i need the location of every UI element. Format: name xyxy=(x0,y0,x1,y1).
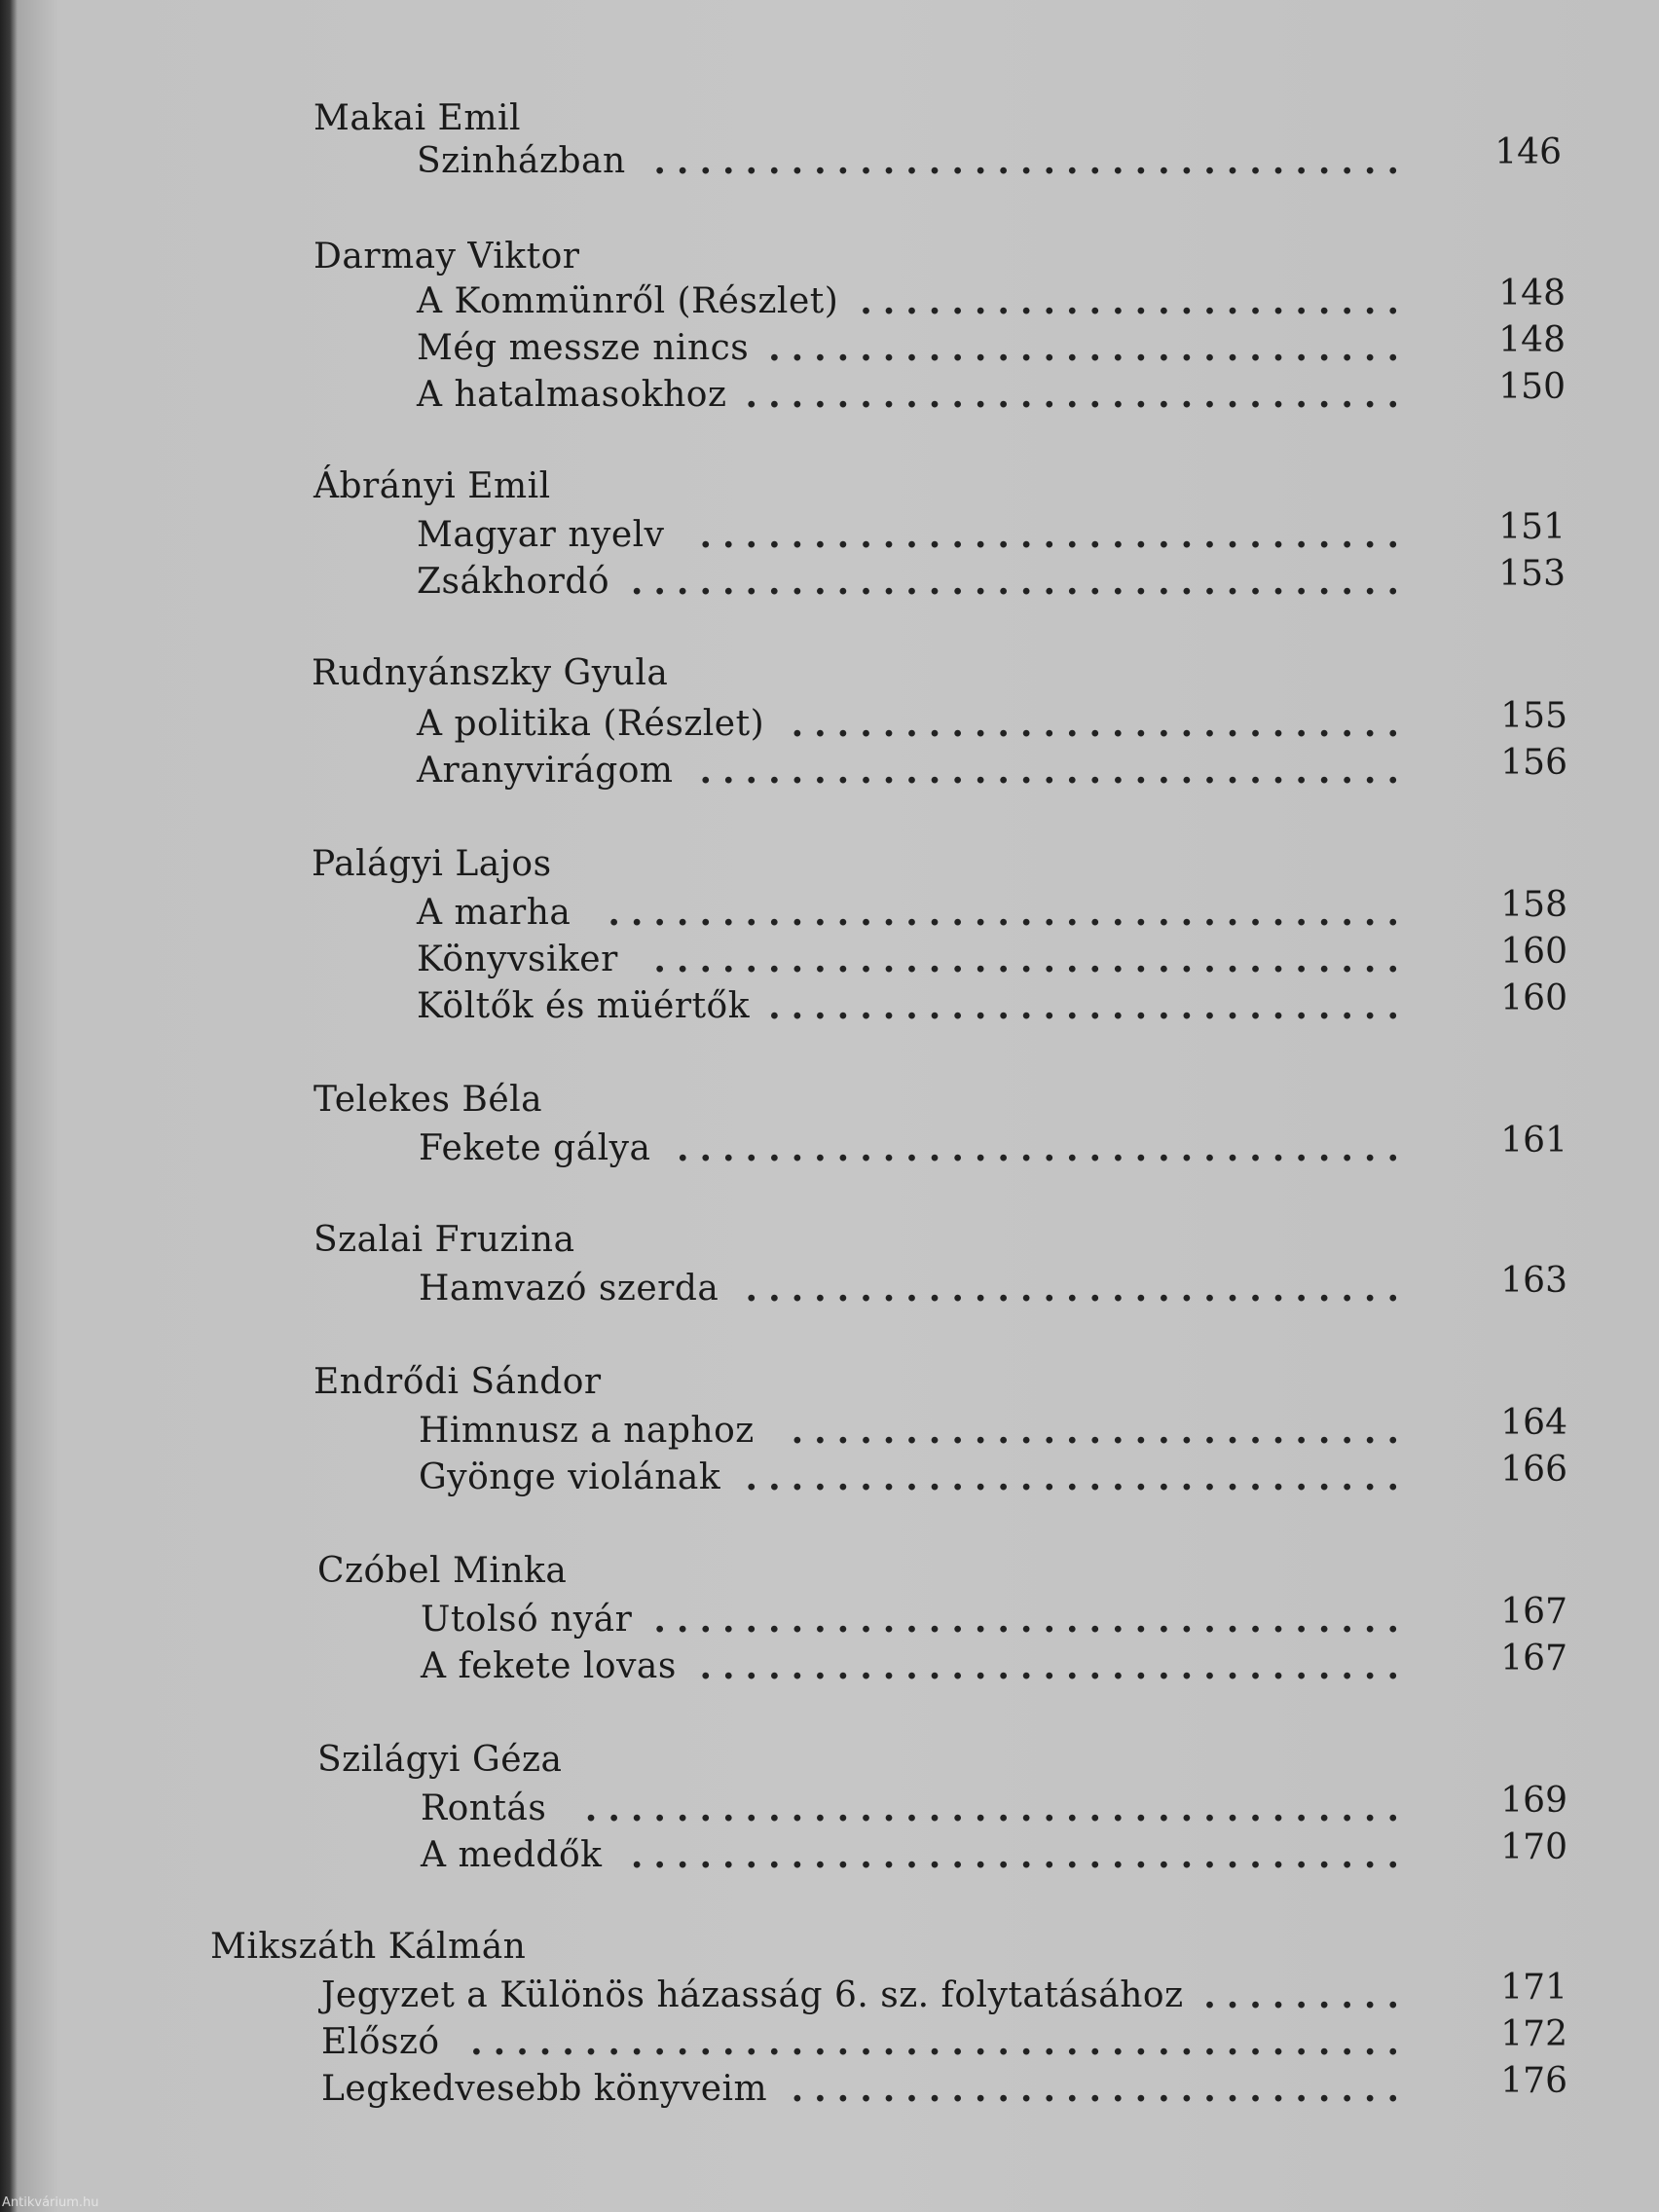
toc-page-number: 155 xyxy=(1500,696,1567,736)
leader-dots: ............................ xyxy=(768,328,1410,369)
toc-entry-title: Utolsó nyár xyxy=(421,1600,633,1640)
toc-page-number: 146 xyxy=(1494,132,1562,172)
toc-author: Ábrányi Emil xyxy=(313,466,551,506)
leader-dots: ........................... xyxy=(791,2069,1410,2110)
toc-entry-title: Költők és müértők xyxy=(417,986,751,1026)
toc-entry xyxy=(421,1832,1410,1879)
toc-page-number: 172 xyxy=(1500,2014,1567,2054)
leader-dots: ......... xyxy=(1203,1975,1410,2016)
toc-entry xyxy=(419,1266,1410,1312)
watermark: Antikvárium.hu xyxy=(2,2195,99,2210)
toc-page-number: 161 xyxy=(1500,1121,1567,1161)
toc-page-number: 167 xyxy=(1500,1592,1567,1632)
toc-page-number: 148 xyxy=(1498,320,1566,360)
toc-entry-title: Szinházban xyxy=(417,141,626,181)
toc-entry-title: A politika (Részlet) xyxy=(417,704,765,744)
leader-dots: ............................ xyxy=(768,986,1410,1027)
toc-entry xyxy=(417,325,1410,372)
toc-entry xyxy=(417,138,1410,185)
toc-entry xyxy=(417,748,1410,794)
toc-entry xyxy=(421,1643,1410,1690)
toc-page-number: 166 xyxy=(1500,1450,1567,1490)
toc-page-number: 176 xyxy=(1500,2061,1567,2101)
leader-dots: ............................. xyxy=(745,1269,1410,1309)
toc-entry xyxy=(417,278,1410,325)
leader-dots: ............................. xyxy=(745,375,1410,416)
leader-dots: ............................... xyxy=(699,515,1410,556)
toc-entry xyxy=(419,1408,1410,1455)
toc-author: Rudnyánszky Gyula xyxy=(312,653,669,693)
toc-author: Szalai Fruzina xyxy=(313,1220,575,1260)
toc-page-number: 148 xyxy=(1498,274,1566,313)
toc-page-number: 158 xyxy=(1500,885,1567,925)
toc-page-number: 163 xyxy=(1500,1261,1567,1301)
toc-entry-title: Legkedvesebb könyveim xyxy=(321,2069,768,2109)
toc-entry-title: Zsákhordó xyxy=(417,562,610,602)
toc-entry xyxy=(419,1455,1410,1501)
toc-entry xyxy=(417,937,1410,983)
toc-entry xyxy=(417,701,1410,748)
leader-dots: ......................................... xyxy=(470,2022,1410,2063)
leader-dots: ........................ xyxy=(860,281,1410,322)
toc-page-number: 160 xyxy=(1500,932,1567,972)
toc-page-number: 164 xyxy=(1500,1403,1567,1443)
toc-entry xyxy=(417,890,1410,937)
toc-entry xyxy=(417,983,1410,1030)
toc-author: Czóbel Minka xyxy=(317,1551,568,1591)
toc-entry-title: Aranyvirágom xyxy=(417,751,674,791)
toc-author: Mikszáth Kálmán xyxy=(210,1927,527,1967)
toc-page-number: 160 xyxy=(1500,978,1567,1018)
toc-author: Palágyi Lajos xyxy=(312,844,552,884)
toc-entry-title: Még messze nincs xyxy=(417,328,750,368)
toc-entry xyxy=(321,1972,1410,2019)
toc-page-number: 167 xyxy=(1500,1639,1567,1678)
leader-dots: ............................... xyxy=(699,1646,1410,1687)
toc-page-number: 171 xyxy=(1500,1968,1567,2008)
toc-entry xyxy=(421,1786,1410,1832)
toc-entry-title: Rontás xyxy=(421,1788,547,1828)
toc-entry-title: Jegyzet a Különös házasság 6. sz. folytatásához xyxy=(321,1975,1184,2015)
toc-author: Makai Emil xyxy=(313,98,522,138)
toc-entry-title: A marha xyxy=(417,893,571,933)
toc-author: Darmay Viktor xyxy=(313,237,580,276)
leader-dots: ........................... xyxy=(791,704,1410,745)
leader-dots: ................................ xyxy=(676,1128,1410,1169)
toc-entry-title: Előszó xyxy=(321,2022,440,2062)
toc-entry-title: Magyar nyelv xyxy=(417,515,665,555)
toc-author: Szilágyi Géza xyxy=(317,1740,563,1780)
toc-entry-title: Himnusz a naphoz xyxy=(419,1411,755,1451)
leader-dots: .................................. xyxy=(630,1835,1410,1876)
toc-author: Endrődi Sándor xyxy=(313,1362,602,1402)
toc-page-number: 150 xyxy=(1498,367,1566,407)
toc-entry-title: Gyönge violának xyxy=(419,1457,721,1497)
toc-page-number: 169 xyxy=(1500,1781,1567,1821)
toc-entry-title: Fekete gálya xyxy=(419,1128,651,1168)
leader-dots: ................................. xyxy=(653,1600,1410,1641)
toc-entry-title: A fekete lovas xyxy=(421,1646,677,1686)
toc-entry-title: A meddők xyxy=(421,1835,603,1875)
toc-entry xyxy=(417,559,1410,606)
toc-page-number: 170 xyxy=(1500,1827,1567,1867)
toc-entry-title: Hamvazó szerda xyxy=(419,1269,719,1309)
toc-entry xyxy=(321,2066,1410,2113)
leader-dots: ................................. xyxy=(653,141,1410,182)
toc-page-number: 153 xyxy=(1498,554,1566,594)
toc-entry-title: Könyvsiker xyxy=(417,940,618,979)
toc-page-number: 156 xyxy=(1500,743,1567,783)
toc-entry xyxy=(417,372,1410,419)
leader-dots: ................................. xyxy=(653,940,1410,980)
toc-page-number: 151 xyxy=(1498,507,1566,547)
toc-entry-title: A Kommünről (Részlet) xyxy=(417,281,839,321)
leader-dots: ................................... xyxy=(608,893,1410,934)
leader-dots: .................................. xyxy=(630,562,1410,603)
toc-entry xyxy=(417,512,1410,559)
toc-author: Telekes Béla xyxy=(313,1080,543,1120)
leader-dots: ........................... xyxy=(791,1411,1410,1452)
toc-entry xyxy=(421,1597,1410,1643)
leader-dots: .................................... xyxy=(584,1788,1410,1829)
leader-dots: ............................... xyxy=(699,751,1410,792)
leader-dots: ............................. xyxy=(745,1457,1410,1498)
toc-entry xyxy=(321,2019,1410,2066)
toc-entry-title: A hatalmasokhoz xyxy=(417,375,727,415)
toc-entry xyxy=(419,1125,1410,1172)
